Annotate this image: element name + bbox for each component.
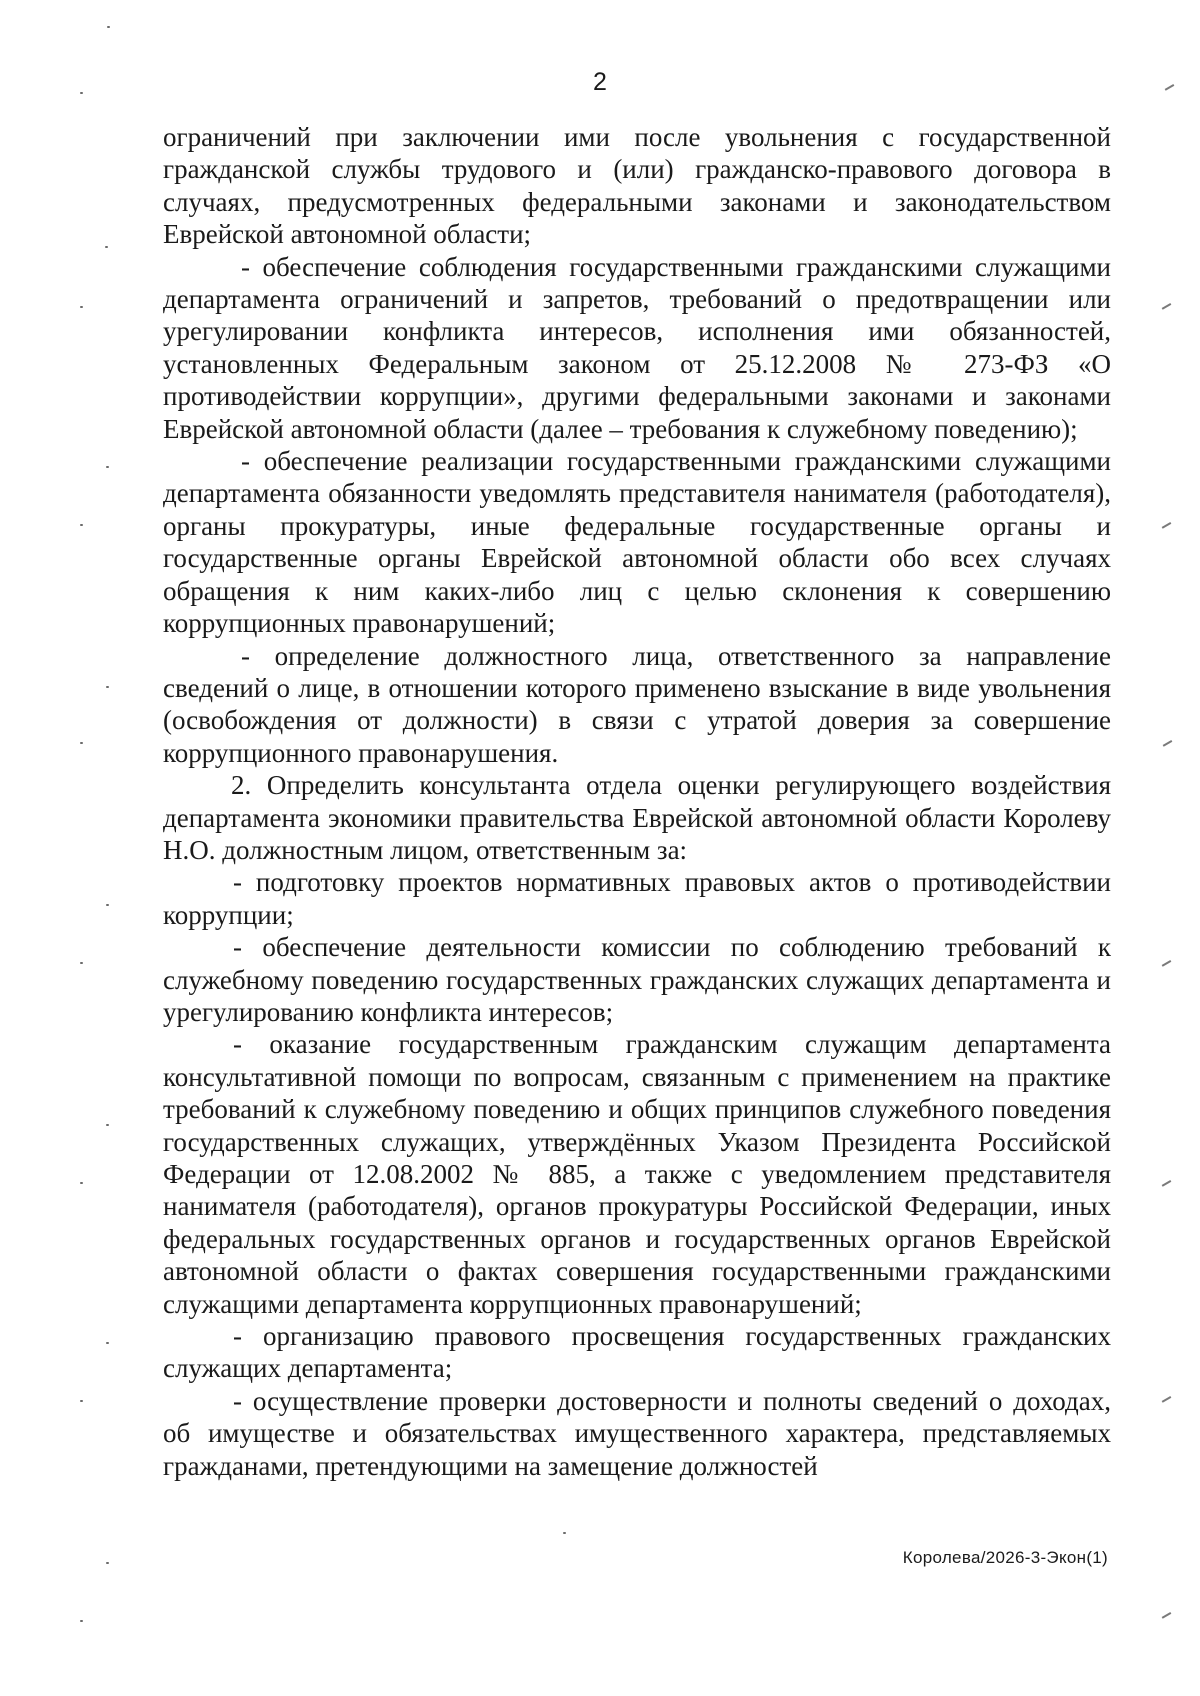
scan-mark: [1162, 1612, 1175, 1624]
paragraph-item-commission: - обеспечение деятельности комиссии по соблюдению требований к служебному поведению государственных гражданских служащих департамента и урегулированию конфликта интересов;: [163, 932, 1111, 1027]
paragraph-continuation: ограничений при заключении ими после увольнения с государственной гражданской службы трудового и (или) гражданско-правового договора в случаях, предусмотренных федеральными законами и законодательством Еврейской автономной области;: [163, 122, 1111, 250]
scan-speck: [563, 1532, 566, 1534]
scan-speck: [80, 742, 83, 744]
scan-speck: [80, 1400, 83, 1402]
scan-mark: [1162, 522, 1175, 534]
paragraph-item-draft-acts: - подготовку проектов нормативных правовых актов о противодействии коррупции;: [163, 867, 1111, 930]
paragraph-item-notification: - обеспечение реализации государственными гражданскими служащими департамента обязанности уведомлять представителя нанимателя (работодателя), органы прокуратуры, иные федеральные государственные органы и государственные органы Еврейской автономной области обо всех случаях обращения к ним каких-либо лиц с целью склонения к совершению коррупционных правонарушений;: [163, 446, 1111, 639]
paragraph-clause-2: 2. Определить консультанта отдела оценки регулирующего воздействия департамента экономики правительства Еврейской автономной области Королеву Н.О. должностным лицом, ответственным за:: [163, 770, 1111, 865]
scan-mark: [1162, 960, 1175, 972]
paragraph-item-consulting: - оказание государственным гражданским служащим департамента консультативной помощи по вопросам, связанным с применением на практике требований к служебному поведению и общих принципов служебного поведения государственных служащих, утверждённых Указом Президента Российской Федерации от 12.08.2002 № 885, а также с уведомлением представителя нанимателя (работодателя), органов прокуратуры Российской Федерации, иных федеральных государственных органов и государственных органов Еврейской автономной области о фактах совершения государственными гражданскими служащими департамента коррупционных правонарушений;: [163, 1029, 1111, 1319]
page-number: 2: [593, 68, 607, 96]
scan-speck: [106, 1342, 109, 1344]
document-body: [163, 121, 1111, 1482]
scan-mark: [1163, 740, 1176, 752]
scan-speck: [105, 246, 108, 248]
scan-speck: [106, 904, 109, 906]
scan-speck: [107, 26, 110, 28]
paragraph-item-compliance: - обеспечение соблюдения государственными гражданскими служащими департамента ограничений и запретов, требований о предотвращении или урегулировании конфликта интересов, исполнения ими обязанностей, установленных Федеральным законом от 25.12.2008 № 273-ФЗ «О противодействии коррупции», другими федеральными законами и законами Еврейской автономной области (далее – требования к служебному поведению);: [163, 251, 1111, 444]
scan-speck: [80, 1182, 83, 1184]
scan-speck: [80, 524, 83, 526]
scan-mark: [1162, 1180, 1175, 1192]
scan-speck: [80, 92, 83, 94]
paragraph-item-education: - организацию правового просвещения государственных гражданских служащих департамента;: [163, 1321, 1111, 1384]
scan-speck: [80, 1620, 83, 1622]
paragraph-item-responsible-official: - определение должностного лица, ответственного за направление сведений о лице, в отношении которого применено взыскание в виде увольнения (освобождения от должности) в связи с утратой доверия за совершение коррупционного правонарушения.: [163, 640, 1111, 768]
scan-speck: [106, 1562, 109, 1564]
scan-mark: [1162, 303, 1175, 315]
scan-speck: [106, 686, 109, 688]
footer-document-code: Королева/2026-3-Экон(1): [902, 1548, 1108, 1567]
scan-speck: [106, 466, 109, 468]
scan-speck: [80, 962, 83, 964]
scan-speck: [80, 306, 83, 308]
scan-speck: [106, 1124, 109, 1126]
scan-mark: [1162, 1396, 1175, 1408]
paragraph-item-verification: - осуществление проверки достоверности и полноты сведений о доходах, об имуществе и обязательствах имущественного характера, представляемых гражданами, претендующими на замещение должностей: [163, 1385, 1111, 1481]
